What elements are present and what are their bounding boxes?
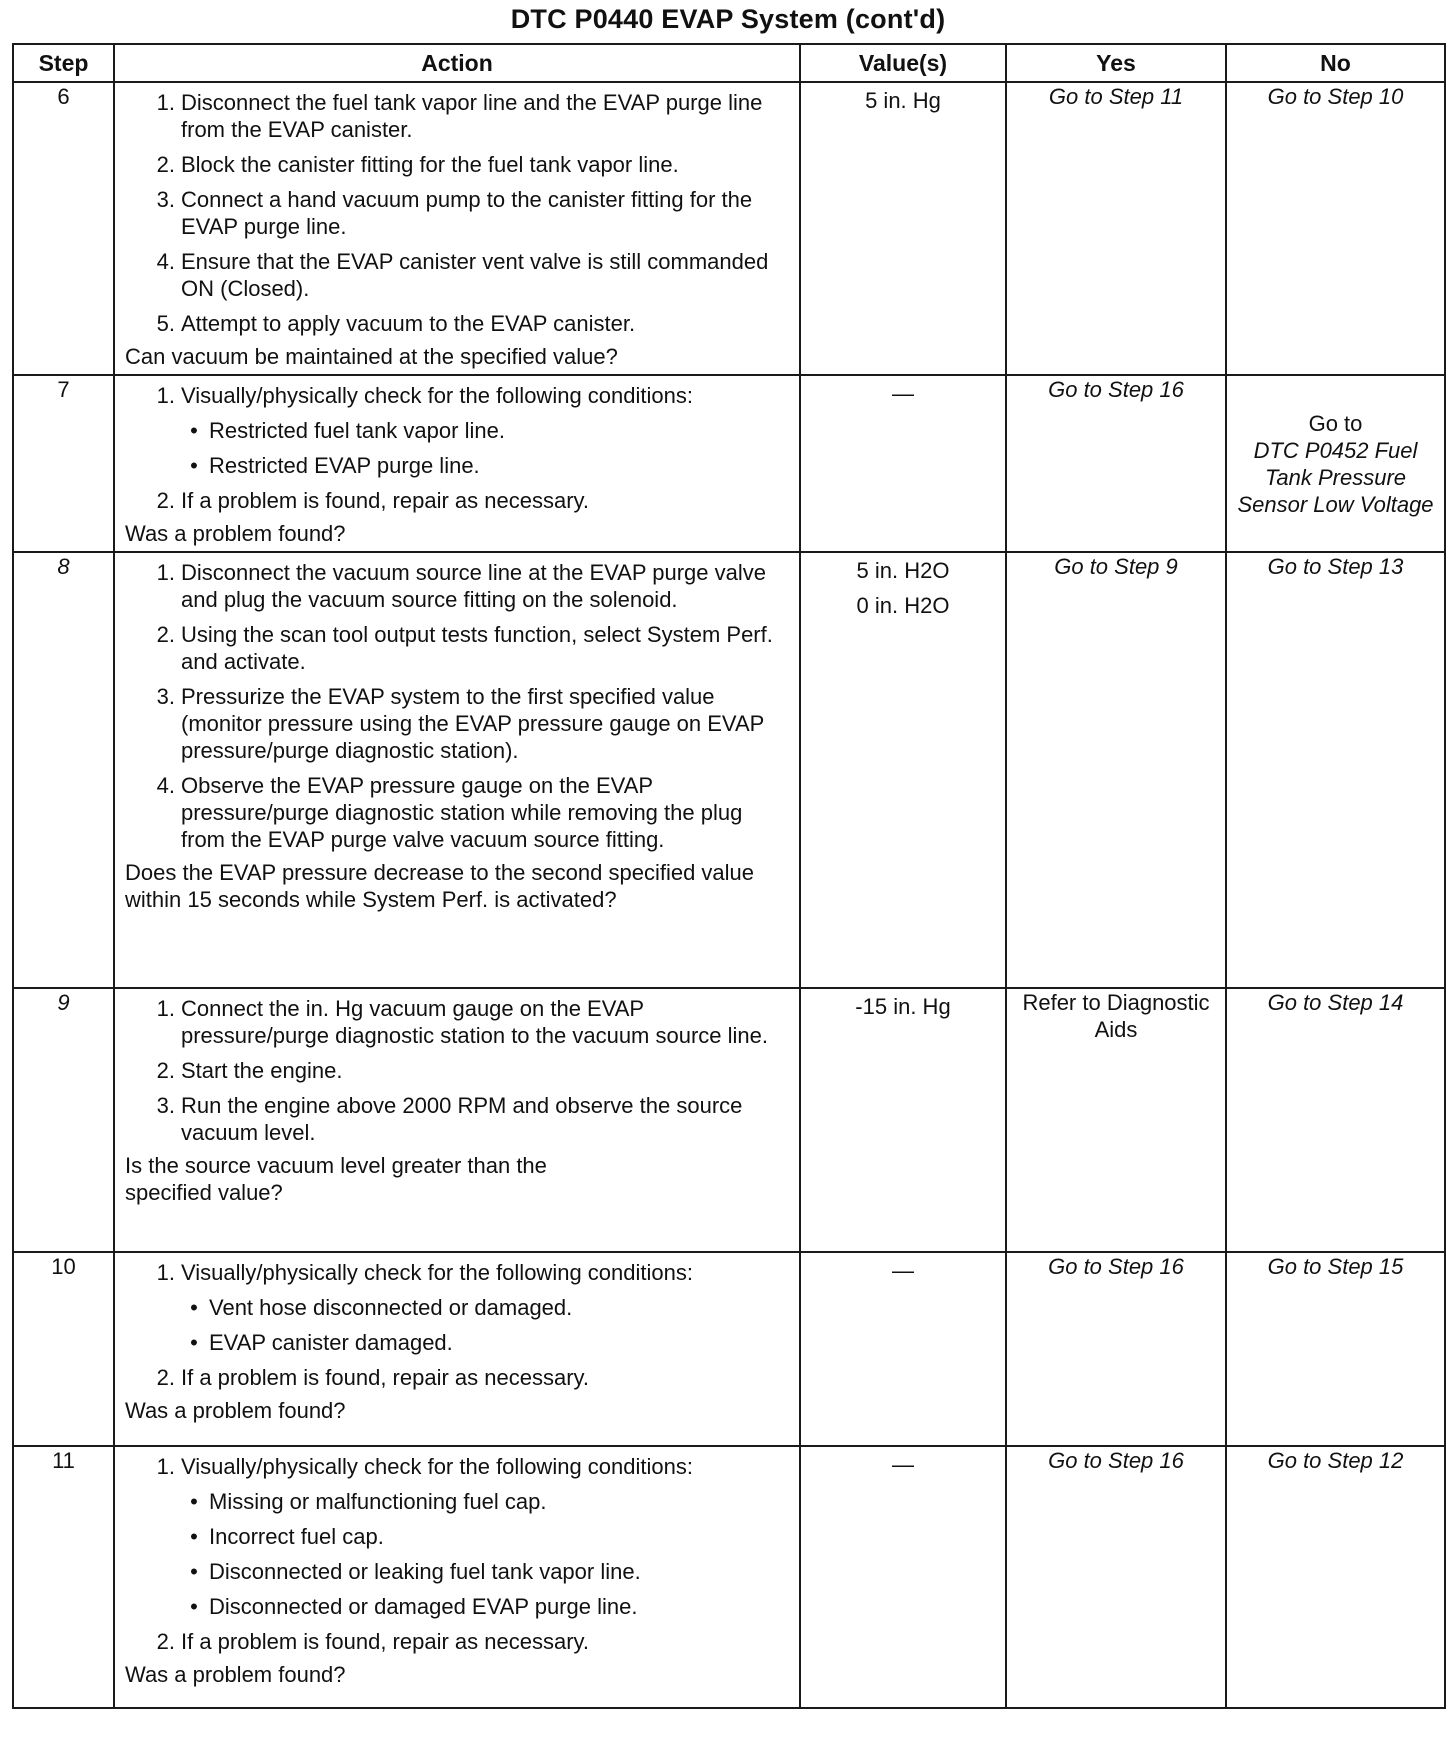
action-text: Observe the EVAP pressure gauge on the EVAP pressure/purge diagnostic station while removing the plug from the EVAP purge valve vacuum source fitting. xyxy=(181,773,743,852)
action-cell xyxy=(114,1446,800,1708)
action-text: Connect the in. Hg vacuum gauge on the EVAP pressure/purge diagnostic station to the vacuum source line. xyxy=(181,996,768,1048)
action-question: Was a problem found? xyxy=(125,1662,346,1687)
yes-cell: Go to Step 16 xyxy=(1006,1446,1226,1708)
header-step: Step xyxy=(13,44,114,82)
action-num: 1. xyxy=(156,383,175,408)
action-text: If a problem is found, repair as necessary. xyxy=(181,1365,590,1390)
action-num: 4. xyxy=(156,249,175,274)
action-bullet: Restricted EVAP purge line. xyxy=(209,453,480,478)
no-cell xyxy=(1226,375,1445,552)
action-num: 3. xyxy=(156,187,175,212)
action-text: Attempt to apply vacuum to the EVAP canister. xyxy=(181,311,636,336)
value-text: -15 in. Hg xyxy=(855,994,951,1019)
page-title: DTC P0440 EVAP System (cont'd) xyxy=(510,4,946,34)
bullet-icon: • xyxy=(190,1295,198,1320)
action-question: Was a problem found? xyxy=(125,1398,346,1423)
action-question: Can vacuum be maintained at the specified value? xyxy=(125,344,618,369)
action-question: Does the EVAP pressure decrease to the second specified value within 15 seconds while System Perf. is activated? xyxy=(125,860,755,912)
action-text: Using the scan tool output tests function, select System Perf. and activate. xyxy=(181,622,773,674)
table-row xyxy=(13,82,1445,375)
action-text: Ensure that the EVAP canister vent valve is still commanded ON (Closed). xyxy=(181,249,769,301)
action-bullet: EVAP canister damaged. xyxy=(209,1330,453,1355)
value-text: — xyxy=(892,1452,914,1477)
header-action: Action xyxy=(114,44,800,82)
step-number: 6 xyxy=(13,82,114,375)
action-num: 2. xyxy=(156,1365,175,1390)
action-text: Connect a hand vacuum pump to the canister fitting for the EVAP purge line. xyxy=(181,187,753,239)
no-target: DTC P0452 Fuel Tank Pressure Sensor Low Voltage xyxy=(1237,437,1434,517)
diagnostic-table xyxy=(12,43,1446,1709)
action-text: Pressurize the EVAP system to the first specified value (monitor pressure using the EVAP pressure gauge on EVAP pressure/purge diagnostic station). xyxy=(181,684,764,763)
step-number: 11 xyxy=(13,1446,114,1708)
bullet-icon: • xyxy=(190,418,198,443)
yes-cell xyxy=(1006,988,1226,1252)
action-cell xyxy=(114,82,800,375)
action-text: Start the engine. xyxy=(181,1058,343,1083)
no-prefix: Go to xyxy=(1308,410,1363,436)
bullet-icon: • xyxy=(190,1524,198,1549)
yes-cell: Go to Step 16 xyxy=(1006,375,1226,552)
step-number: 10 xyxy=(13,1252,114,1446)
action-cell xyxy=(114,1252,800,1446)
value-cell xyxy=(800,1446,1006,1708)
action-cell xyxy=(114,988,800,1252)
yes-cell: Go to Step 16 xyxy=(1006,1252,1226,1446)
bullet-icon: • xyxy=(190,1594,198,1619)
step-number: 8 xyxy=(13,552,114,988)
action-num: 1. xyxy=(156,1260,175,1285)
action-num: 1. xyxy=(156,996,175,1021)
action-question: Is the source vacuum level greater than the specified value? xyxy=(125,1153,547,1205)
step-number: 7 xyxy=(13,375,114,552)
action-cell xyxy=(114,375,800,552)
value-cell xyxy=(800,552,1006,988)
action-text: If a problem is found, repair as necessary. xyxy=(181,1629,590,1654)
action-num: 1. xyxy=(156,90,175,115)
yes-cell: Go to Step 11 xyxy=(1006,82,1226,375)
value-text: 0 in. H2O xyxy=(856,593,950,618)
header-value: Value(s) xyxy=(800,44,1006,82)
action-text: Run the engine above 2000 RPM and observe the source vacuum level. xyxy=(181,1093,743,1145)
no-cell: Go to Step 13 xyxy=(1226,552,1445,988)
value-cell xyxy=(800,1252,1006,1446)
action-num: 1. xyxy=(156,1454,175,1479)
value-text: 5 in. H2O xyxy=(856,558,950,583)
action-bullet: Incorrect fuel cap. xyxy=(209,1524,384,1549)
no-cell: Go to Step 12 xyxy=(1226,1446,1445,1708)
no-cell: Go to Step 14 xyxy=(1226,988,1445,1252)
value-cell xyxy=(800,375,1006,552)
action-num: 2. xyxy=(156,488,175,513)
action-text: Visually/physically check for the following conditions: xyxy=(181,1260,693,1285)
action-question: Was a problem found? xyxy=(125,521,346,546)
action-num: 2. xyxy=(156,1629,175,1654)
action-bullet: Restricted fuel tank vapor line. xyxy=(209,418,505,443)
no-cell: Go to Step 15 xyxy=(1226,1252,1445,1446)
header-yes: Yes xyxy=(1006,44,1226,82)
bullet-icon: • xyxy=(190,1330,198,1355)
bullet-icon: • xyxy=(190,1489,198,1514)
yes-text: Refer to Diagnostic Aids xyxy=(1022,990,1210,1042)
bullet-icon: • xyxy=(190,1559,198,1584)
table-row xyxy=(13,988,1445,1252)
value-text: 5 in. Hg xyxy=(865,88,941,113)
action-bullet: Disconnected or leaking fuel tank vapor line. xyxy=(209,1559,641,1584)
action-text: Block the canister fitting for the fuel tank vapor line. xyxy=(181,152,679,177)
action-text: If a problem is found, repair as necessary. xyxy=(181,488,590,513)
action-text: Visually/physically check for the following conditions: xyxy=(181,383,693,408)
action-cell xyxy=(114,552,800,988)
bullet-icon: • xyxy=(190,453,198,478)
table-row xyxy=(13,552,1445,988)
action-bullet: Vent hose disconnected or damaged. xyxy=(209,1295,573,1320)
header-no: No xyxy=(1226,44,1445,82)
action-bullet: Missing or malfunctioning fuel cap. xyxy=(209,1489,547,1514)
action-text: Visually/physically check for the following conditions: xyxy=(181,1454,693,1479)
action-num: 3. xyxy=(156,684,175,709)
no-cell: Go to Step 10 xyxy=(1226,82,1445,375)
action-num: 2. xyxy=(156,152,175,177)
action-text: Disconnect the vacuum source line at the EVAP purge valve and plug the vacuum source fitting on the solenoid. xyxy=(181,560,766,612)
table-row xyxy=(13,1252,1445,1446)
table-row xyxy=(13,375,1445,552)
action-num: 5. xyxy=(156,311,175,336)
table-row xyxy=(13,1446,1445,1708)
value-text: — xyxy=(892,1258,914,1283)
step-number: 9 xyxy=(13,988,114,1252)
action-num: 1. xyxy=(156,560,175,585)
action-bullet: Disconnected or damaged EVAP purge line. xyxy=(209,1594,638,1619)
value-text: — xyxy=(892,381,914,406)
header-row xyxy=(13,44,1445,82)
action-num: 2. xyxy=(156,1058,175,1083)
action-num: 4. xyxy=(156,773,175,798)
yes-cell: Go to Step 9 xyxy=(1006,552,1226,988)
value-cell xyxy=(800,82,1006,375)
action-text: Disconnect the fuel tank vapor line and the EVAP purge line from the EVAP canister. xyxy=(181,90,763,142)
action-num: 2. xyxy=(156,622,175,647)
value-cell xyxy=(800,988,1006,1252)
action-num: 3. xyxy=(156,1093,175,1118)
